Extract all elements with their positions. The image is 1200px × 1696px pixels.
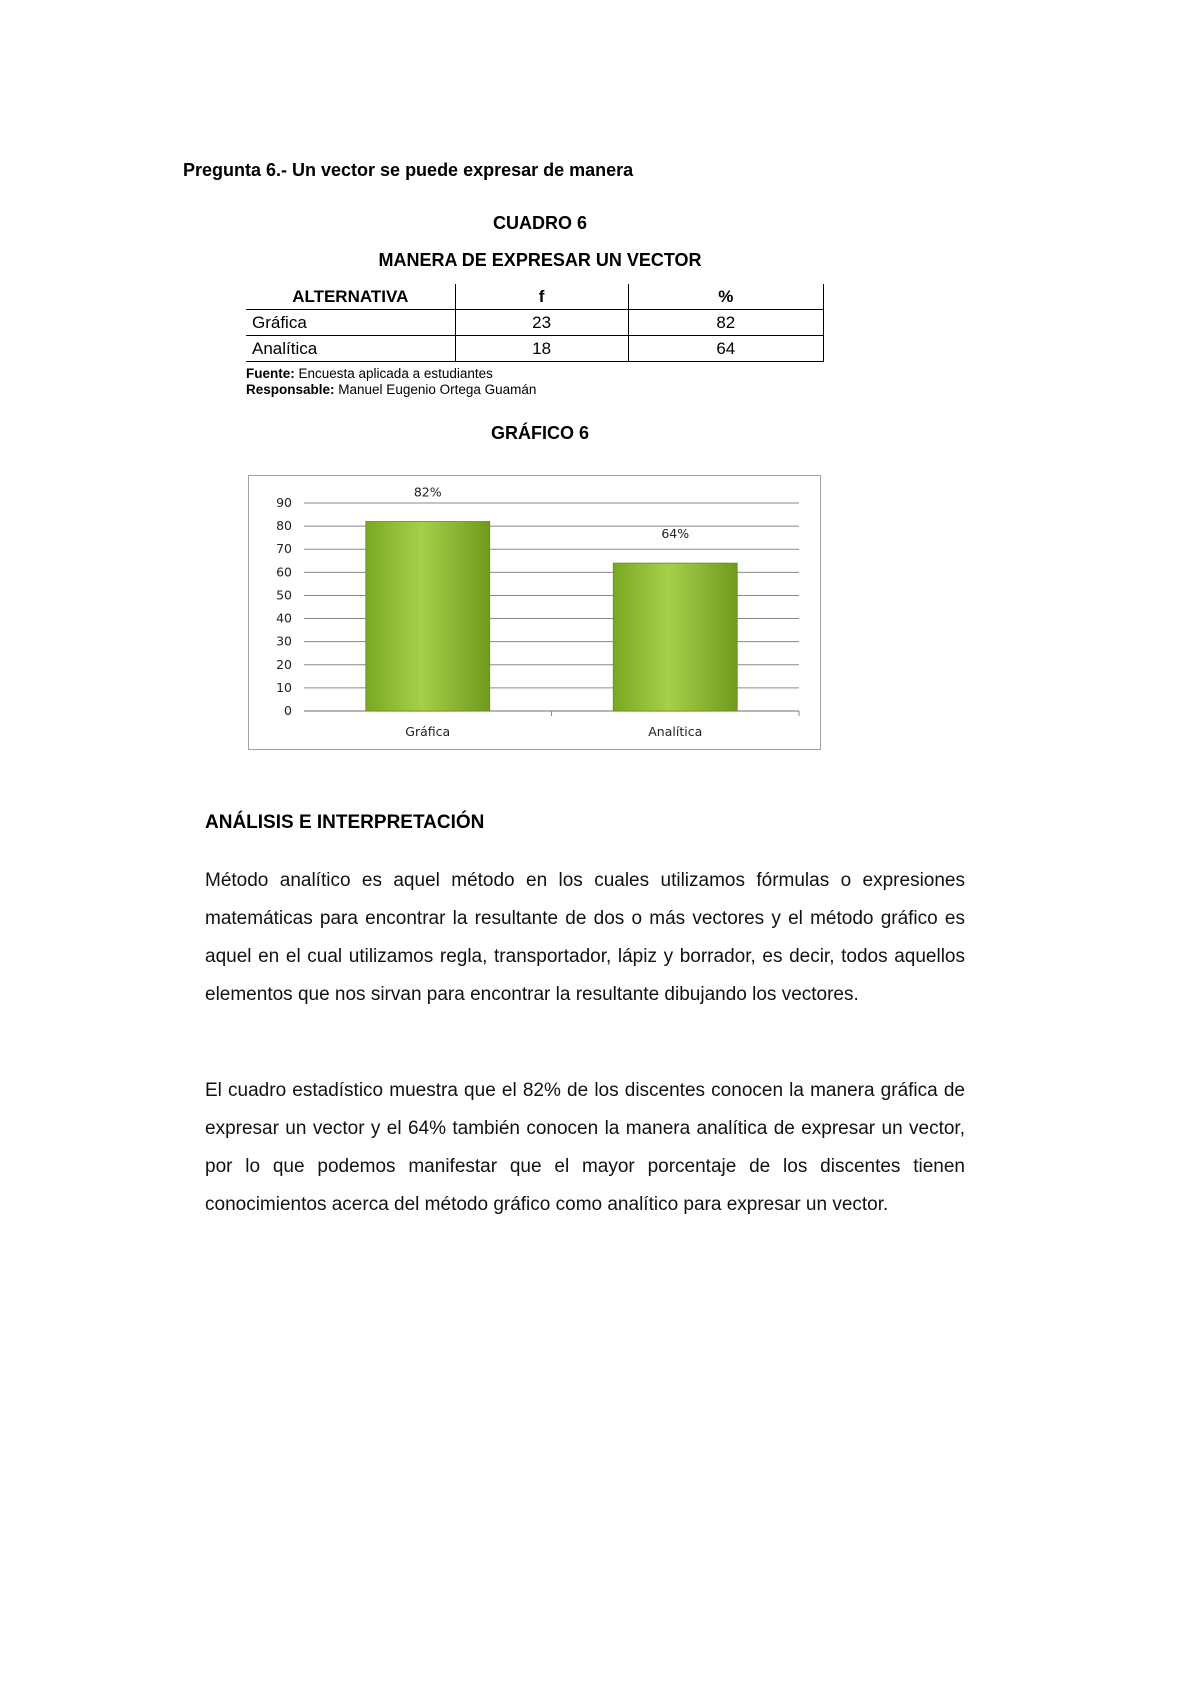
bar-data-label: 64% bbox=[661, 526, 690, 542]
paragraph: Método analítico es aquel método en los cuales utilizamos fórmulas o expresiones matemáticas para encontrar la resultante de dos o más vectores y el método gráfico es aquel en el cual utilizamos regla, transportador, lápiz y borrador, es decir, todos aquellos elementos que nos sirvan para encontrar la resultante dibujando los vectores. bbox=[205, 870, 965, 1005]
table-row bbox=[246, 310, 824, 336]
bar-data-label: 82% bbox=[413, 484, 442, 500]
bar-chart bbox=[248, 475, 821, 750]
fuente-label: Fuente: bbox=[246, 366, 295, 381]
cell-percent: 64 bbox=[628, 336, 823, 362]
responsable-label: Responsable: bbox=[246, 382, 335, 397]
y-tick-label: 30 bbox=[276, 633, 292, 649]
header-percent: % bbox=[628, 284, 823, 310]
paragraph: El cuadro estadístico muestra que el 82% de los discentes conocen la manera gráfica de expresar un vector y el 64% también conocen la manera analítica de expresar un vector, por lo que podemos manifestar que el mayor porcentaje de los discentes tienen conocimientos acerca del método gráfico como analítico para expresar un vector. bbox=[205, 1080, 965, 1215]
y-tick-label: 40 bbox=[276, 610, 292, 626]
table-row bbox=[246, 336, 824, 362]
y-tick-label: 80 bbox=[276, 518, 292, 534]
y-tick-label: 60 bbox=[276, 564, 292, 580]
y-tick-label: 90 bbox=[276, 495, 292, 510]
responsable-line bbox=[246, 382, 536, 398]
fuente-text: Encuesta aplicada a estudiantes bbox=[294, 366, 493, 381]
responsable-text: Manuel Eugenio Ortega Guamán bbox=[334, 382, 537, 397]
y-tick-label: 70 bbox=[276, 541, 292, 557]
y-tick-label: 10 bbox=[276, 679, 292, 695]
analysis-heading: ANÁLISIS E INTERPRETACIÓN bbox=[205, 812, 485, 833]
cell-percent: 82 bbox=[628, 310, 823, 336]
question-title: Pregunta 6.- Un vector se puede expresar de manera bbox=[183, 160, 634, 180]
cell-f: 23 bbox=[455, 310, 628, 336]
y-tick-label: 0 bbox=[284, 703, 292, 718]
header-f: f bbox=[455, 284, 628, 310]
frequency-table bbox=[246, 284, 824, 362]
cell-alternativa: Gráfica bbox=[246, 310, 455, 336]
header-alternativa: ALTERNATIVA bbox=[246, 284, 455, 310]
table-title: MANERA DE EXPRESAR UN VECTOR bbox=[378, 250, 702, 270]
fuente-line bbox=[246, 366, 536, 382]
bar bbox=[613, 563, 737, 711]
x-category-label: Gráfica bbox=[405, 724, 451, 739]
cuadro-title: CUADRO 6 bbox=[492, 213, 587, 233]
chart-svg bbox=[249, 476, 820, 749]
table-header-row bbox=[246, 284, 824, 310]
cell-f: 18 bbox=[455, 336, 628, 362]
x-category-label: Analítica bbox=[648, 724, 703, 739]
y-tick-label: 50 bbox=[276, 587, 292, 603]
cell-alternativa: Analítica bbox=[246, 336, 455, 362]
source-note bbox=[246, 366, 536, 398]
grafico-title: GRÁFICO 6 bbox=[490, 423, 589, 443]
y-tick-label: 20 bbox=[276, 656, 292, 672]
bar bbox=[366, 521, 490, 711]
